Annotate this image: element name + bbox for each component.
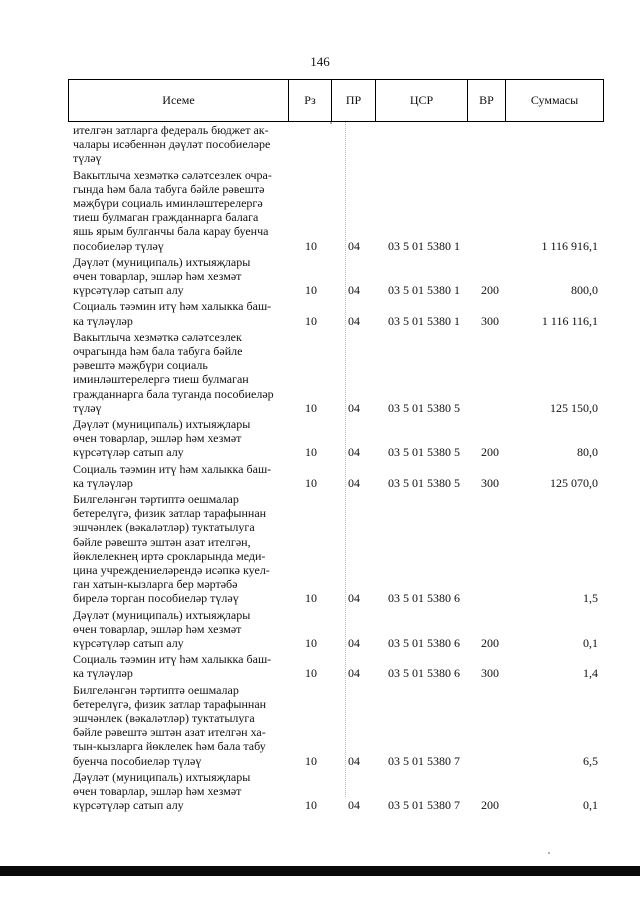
row-rz: 10 <box>305 400 317 415</box>
scan-speck <box>548 852 550 854</box>
row-pr: 04 <box>348 635 360 650</box>
table-row <box>0 770 640 813</box>
row-name: Билгеләнгән тәртиптә оешмалар бетерелүгә, физик затлар тарафыннан эшчәнлек (вәкаләтләр) туктатылуга бәйле рәвештә эштән азат ителгән, йөклелекнең иртә срокларында меди- цина учреждениеләрендә исәпкә куел- ган хатын-кызларга бер мәртәбә бирелә торган пособиеләр түләү <box>73 492 270 606</box>
row-sum: 6,5 <box>583 753 598 768</box>
row-csr: 03 5 01 5380 6 <box>388 666 460 681</box>
column-header-pr: ПР <box>332 80 376 121</box>
row-pr: 04 <box>348 798 360 813</box>
row-name: Билгеләнгән тәртиптә оешмалар бетерелүгә, физик затлар тарафыннан эшчәнлек (вәкаләтләр) туктатылуга бәйле рәвештә эштән азат ителгән ха- тын-кызларга йөклелек һәм бала табу буенча пособиеләр түләү <box>73 682 267 768</box>
row-name: Дәүләт (муниципаль) ихтыяҗлары өчен товарлар, эшләр һәм хезмәт күрсәтүләр сатып алу <box>73 254 251 298</box>
row-name: ителгән затларга федераль бюджет ак- чалары исәбеннән дәүләт пособиеләре түләү <box>73 123 271 166</box>
row-csr: 03 5 01 5380 5 <box>388 400 460 415</box>
table-row <box>0 608 640 651</box>
table-row <box>0 417 640 460</box>
row-pr: 04 <box>348 475 360 490</box>
row-name: Дәүләт (муниципаль) ихтыяҗлары өчен товарлар, эшләр һәм хезмәт күрсәтүләр сатып алу <box>73 607 251 650</box>
row-vr: 200 <box>481 635 499 650</box>
row-csr: 03 5 01 5380 1 <box>388 238 460 253</box>
row-sum: 1 116 116,1 <box>541 313 598 328</box>
page-number: 146 <box>310 54 330 69</box>
table-row <box>0 255 640 298</box>
row-pr: 04 <box>348 753 360 768</box>
row-vr: 200 <box>481 283 499 298</box>
row-csr: 03 5 01 5380 5 <box>388 445 460 460</box>
table-row <box>0 492 640 606</box>
row-csr: 03 5 01 5380 6 <box>388 591 460 606</box>
row-pr: 04 <box>348 666 360 681</box>
row-csr: 03 5 01 5380 1 <box>388 283 460 298</box>
row-name: Дәүләт (муниципаль) ихтыяҗлары өчен товарлар, эшләр һәм хезмәт күрсәтүләр сатып алу <box>73 769 251 813</box>
column-header-sum: Суммасы <box>530 93 579 107</box>
column-header-rz: Рз <box>289 80 332 121</box>
row-rz: 10 <box>305 475 317 490</box>
row-vr: 200 <box>481 798 499 813</box>
table-row <box>0 168 640 253</box>
row-name: Социаль тәэмин итү һәм халыкка баш- ка түләүләр <box>73 652 272 681</box>
row-sum: 125 070,0 <box>550 475 598 490</box>
row-rz: 10 <box>305 445 317 460</box>
scan-speck <box>330 122 332 124</box>
scan-edge-bar <box>0 866 640 876</box>
row-sum: 0,1 <box>583 798 598 813</box>
row-rz: 10 <box>305 798 317 813</box>
row-vr: 300 <box>481 313 499 328</box>
row-rz: 10 <box>305 238 317 253</box>
table-row <box>0 330 640 415</box>
row-name: Социаль тәэмин итү һәм халыкка баш- ка түләүләр <box>73 299 272 328</box>
row-sum: 1,5 <box>583 591 598 606</box>
row-rz: 10 <box>305 635 317 650</box>
table-row <box>0 299 640 327</box>
table-row <box>0 123 640 166</box>
row-rz: 10 <box>305 753 317 768</box>
row-name: Социаль тәэмин итү һәм халыкка баш- ка түләүләр <box>73 461 272 490</box>
row-rz: 10 <box>305 666 317 681</box>
row-name: Вакытлыча хезмәткә сәләтсезлек очра- гында һәм бала табуга бәйле рәвештә мәҗбүри социаль иминләштерелергә тиеш булмаган гражданнарга балага яшь ярым булганчы бала карау буенча пособиеләр түләү <box>73 167 272 253</box>
row-rz: 10 <box>305 591 317 606</box>
column-divider <box>345 122 346 797</box>
table-header <box>68 79 604 122</box>
row-pr: 04 <box>348 283 360 298</box>
row-pr: 04 <box>348 313 360 328</box>
row-pr: 04 <box>348 445 360 460</box>
row-name: Вакытлыча хезмәткә сәләтсезлек очрагында һәм бала табуга бәйле рәвештә мәҗбүри социаль иминләштерелергә тиеш булмаган гражданнарга бала туганда пособиеләр түләү <box>73 329 274 415</box>
row-csr: 03 5 01 5380 7 <box>388 753 460 768</box>
row-csr: 03 5 01 5380 6 <box>388 635 460 650</box>
row-rz: 10 <box>305 313 317 328</box>
row-sum: 80,0 <box>577 445 598 460</box>
row-pr: 04 <box>348 238 360 253</box>
row-vr: 200 <box>481 445 499 460</box>
row-vr: 300 <box>481 666 499 681</box>
row-sum: 125 150,0 <box>550 400 598 415</box>
table-row <box>0 683 640 768</box>
row-sum: 800,0 <box>571 283 598 298</box>
row-sum: 1 116 916,1 <box>541 238 598 253</box>
row-rz: 10 <box>305 283 317 298</box>
table-row <box>0 652 640 680</box>
row-name: Дәүләт (муниципаль) ихтыяҗлары өчен товарлар, эшләр һәм хезмәт күрсәтүләр сатып алу <box>73 417 251 460</box>
row-csr: 03 5 01 5380 5 <box>388 475 460 490</box>
row-csr: 03 5 01 5380 1 <box>388 313 460 328</box>
table-row <box>0 462 640 490</box>
row-pr: 04 <box>348 591 360 606</box>
row-sum: 0,1 <box>583 635 598 650</box>
row-csr: 03 5 01 5380 7 <box>388 798 460 813</box>
row-sum: 1,4 <box>583 666 598 681</box>
column-header-csr: ЦСР <box>376 80 468 121</box>
row-pr: 04 <box>348 400 360 415</box>
column-header-vr: ВР <box>468 80 506 121</box>
column-header-name: Исеме <box>69 80 289 121</box>
row-vr: 300 <box>481 475 499 490</box>
